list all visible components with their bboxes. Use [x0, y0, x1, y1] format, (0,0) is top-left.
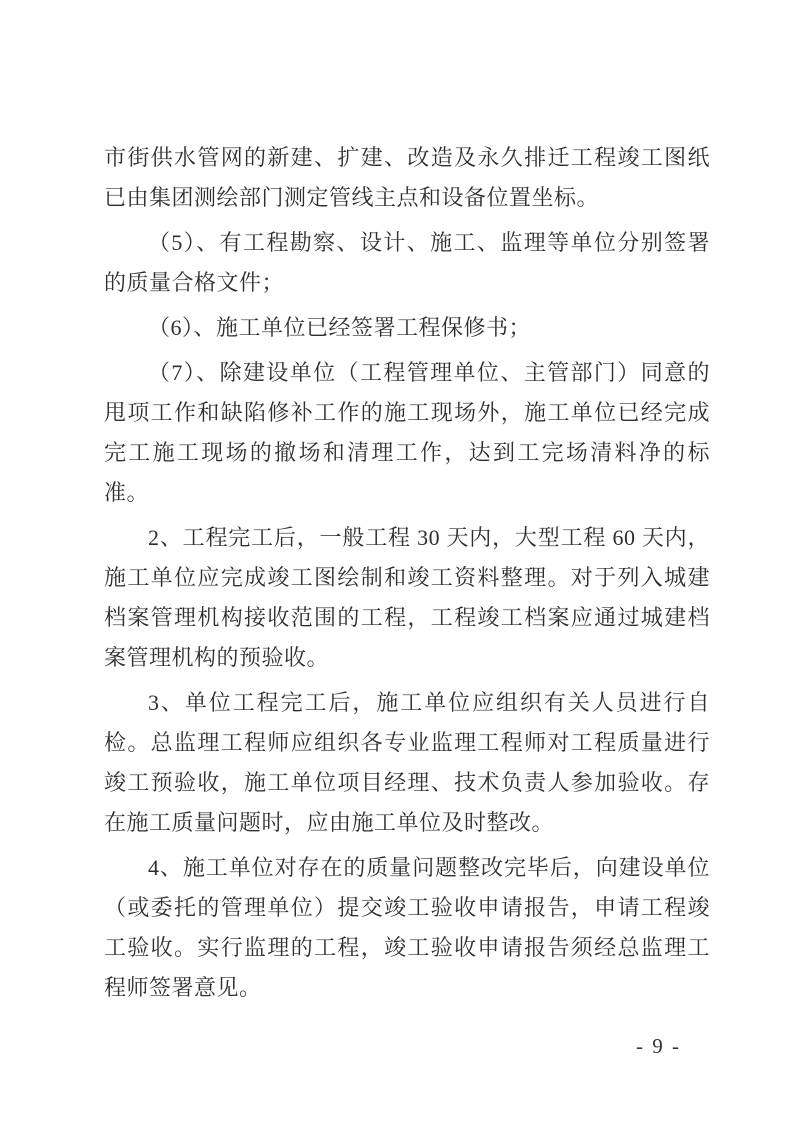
paragraph-item-6: （6）、施工单位已经签署工程保修书； [148, 315, 532, 340]
paragraph-continuation: 市街供水管网的新建、扩建、改造及永久排迁工程竣工图纸已由集团测绘部门测定管线主点和设备位置坐标。 [104, 145, 710, 210]
paragraph-section-4: 4、施工单位对存在的质量问题整改完毕后，向建设单位（或委托的管理单位）提交竣工验收申请报告，申请工程竣工验收。实行监理的工程，竣工验收申请报告须经总监理工程师签署意见。 [104, 855, 710, 1000]
paragraph-item-5: （5）、有工程勘察、设计、施工、监理等单位分别签署的质量合格文件； [104, 230, 710, 295]
paragraph-section-3: 3、单位工程完工后，施工单位应组织有关人员进行自检。总监理工程师应组织各专业监理工程师对工程质量进行竣工预验收，施工单位项目经理、技术负责人参加验收。存在施工质量问题时，应由施工单位及时整改。 [104, 690, 710, 835]
document-body [104, 138, 710, 1008]
paragraph-section-2: 2、工程完工后，一般工程 30 天内，大型工程 60 天内，施工单位应完成竣工图绘制和竣工资料整理。对于列入城建档案管理机构接收范围的工程，工程竣工档案应通过城建档案管理机构的预验收。 [104, 525, 710, 670]
page-number: - 9 - [636, 1034, 681, 1058]
paragraph-item-7: （7）、除建设单位（工程管理单位、主管部门）同意的甩项工作和缺陷修补工作的施工现场外，施工单位已经完成完工施工现场的撤场和清理工作，达到工完场清料净的标准。 [104, 360, 710, 505]
